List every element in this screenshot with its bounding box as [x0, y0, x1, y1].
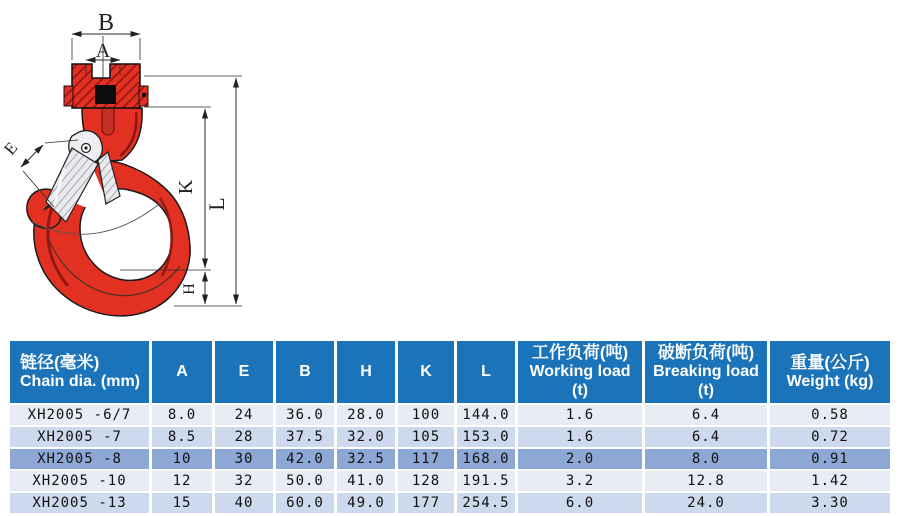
table-row: [10, 471, 890, 491]
cell-e: 40: [215, 493, 273, 513]
clevis-tab-left: [64, 86, 73, 106]
cell-breaking_load_t: 6.4: [645, 427, 767, 447]
cell-weight_kg: 3.30: [770, 493, 890, 513]
cell-working_load_t: 1.6: [518, 427, 642, 447]
col-header-h: H: [337, 341, 395, 403]
cell-b: 36.0: [276, 405, 334, 425]
cell-working_load_t: 3.2: [518, 471, 642, 491]
cell-k: 177: [398, 493, 454, 513]
spec-table-body: [10, 405, 890, 513]
cell-a: 8.0: [152, 405, 212, 425]
dim-label-e: E: [2, 138, 22, 159]
col-header-working-load-unit: (t): [572, 382, 588, 400]
latch-pin-center: [84, 146, 87, 149]
header-row: [10, 341, 890, 403]
cell-h: 41.0: [337, 471, 395, 491]
cell-e: 32: [215, 471, 273, 491]
cell-model: XH2005 -10: [10, 471, 149, 491]
col-header-working-load-en: Working load: [529, 363, 631, 381]
cell-l: 191.5: [457, 471, 515, 491]
cell-l: 254.5: [457, 493, 515, 513]
cell-h: 49.0: [337, 493, 395, 513]
cell-weight_kg: 0.72: [770, 427, 890, 447]
table-row: [10, 405, 890, 425]
col-header-weight: [770, 341, 890, 403]
cell-b: 50.0: [276, 471, 334, 491]
col-header-breaking-load-zh: 破断负荷(吨): [657, 343, 755, 363]
cell-breaking_load_t: 24.0: [645, 493, 767, 513]
dim-label-a: A: [95, 40, 111, 62]
col-header-working-load-zh: 工作负荷(吨): [531, 343, 629, 363]
cell-k: 105: [398, 427, 454, 447]
cell-model: XH2005 -7: [10, 427, 149, 447]
col-header-l: L: [457, 341, 515, 403]
cell-h: 28.0: [337, 405, 395, 425]
cell-working_load_t: 1.6: [518, 405, 642, 425]
cell-k: 128: [398, 471, 454, 491]
cell-working_load_t: 6.0: [518, 493, 642, 513]
dim-label-h: H: [181, 283, 198, 295]
cell-l: 168.0: [457, 449, 515, 469]
table-row: [10, 449, 890, 469]
dim-label-b: B: [97, 10, 115, 36]
cell-h: 32.5: [337, 449, 395, 469]
cell-a: 12: [152, 471, 212, 491]
cell-breaking_load_t: 12.8: [645, 471, 767, 491]
col-header-k: K: [398, 341, 454, 403]
cell-e: 30: [215, 449, 273, 469]
clevis-pin-dot: [142, 93, 146, 97]
cell-a: 15: [152, 493, 212, 513]
cell-weight_kg: 1.42: [770, 471, 890, 491]
col-header-a: A: [152, 341, 212, 403]
cell-k: 117: [398, 449, 454, 469]
col-header-weight-zh: 重量(公斤): [790, 352, 870, 372]
cell-h: 32.0: [337, 427, 395, 447]
cell-weight_kg: 0.58: [770, 405, 890, 425]
col-header-chain-dia: [10, 341, 149, 403]
dim-label-k: K: [175, 179, 197, 195]
cell-breaking_load_t: 6.4: [645, 405, 767, 425]
dim-label-l: L: [204, 197, 229, 211]
spec-table: [7, 339, 893, 515]
cell-working_load_t: 2.0: [518, 449, 642, 469]
col-header-e: E: [215, 341, 273, 403]
cell-model: XH2005 -13: [10, 493, 149, 513]
col-header-chain-dia-zh: 链径(毫米): [20, 352, 100, 372]
cell-b: 42.0: [276, 449, 334, 469]
cell-a: 10: [152, 449, 212, 469]
cell-k: 100: [398, 405, 454, 425]
hook-diagram-svg: [2, 0, 250, 334]
cell-a: 8.5: [152, 427, 212, 447]
table-row: [10, 427, 890, 447]
cell-model: XH2005 -6/7: [10, 405, 149, 425]
col-header-b: B: [276, 341, 334, 403]
hook-diagram: [2, 0, 250, 334]
col-header-breaking-load-en: Breaking load: [653, 363, 759, 381]
cell-e: 24: [215, 405, 273, 425]
col-header-chain-dia-en: Chain dia. (mm): [20, 372, 141, 390]
col-header-working-load: [518, 341, 642, 403]
cell-e: 28: [215, 427, 273, 447]
clevis-pin-slot: [95, 85, 116, 104]
cell-b: 60.0: [276, 493, 334, 513]
cell-l: 144.0: [457, 405, 515, 425]
table-row: [10, 493, 890, 513]
col-header-weight-en: Weight (kg): [786, 372, 874, 390]
col-header-breaking-load: [645, 341, 767, 403]
cell-l: 153.0: [457, 427, 515, 447]
cell-breaking_load_t: 8.0: [645, 449, 767, 469]
cell-b: 37.5: [276, 427, 334, 447]
cell-weight_kg: 0.91: [770, 449, 890, 469]
cell-model: XH2005 -8: [10, 449, 149, 469]
col-header-breaking-load-unit: (t): [698, 382, 714, 400]
